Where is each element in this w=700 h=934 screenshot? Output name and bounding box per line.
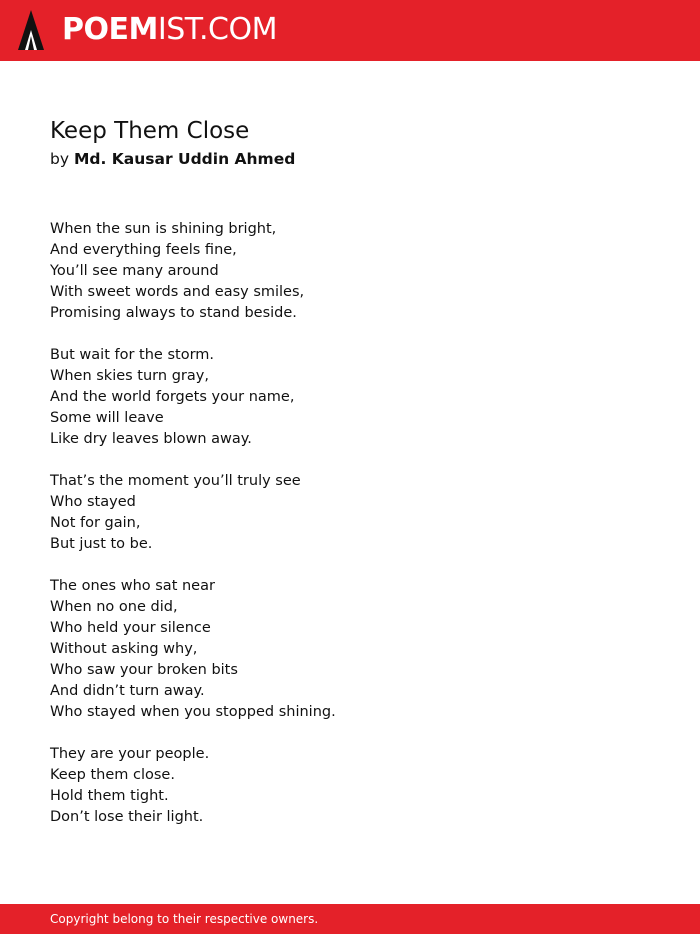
poem-line: Who stayed	[50, 494, 136, 510]
poem-line: That’s the moment you’ll truly see	[50, 473, 301, 489]
byline-prefix: by	[50, 150, 70, 168]
poem-line: Don’t lose their light.	[50, 809, 204, 825]
poem-line: Who stayed when you stopped shining.	[50, 704, 336, 720]
poem-line: Not for gain,	[50, 515, 141, 531]
site-logo-link[interactable]	[62, 12, 277, 48]
poem-byline	[50, 148, 295, 170]
poem-line: And the world forgets your name,	[50, 389, 295, 405]
poem-title: Keep Them Close	[50, 118, 250, 144]
poem-stanza	[50, 345, 336, 450]
poem-line: And everything feels fine,	[50, 242, 237, 258]
logo-bold-text: POEM	[62, 12, 158, 47]
poem-line: They are your people.	[50, 746, 210, 762]
site-header	[0, 0, 700, 61]
poem-line: And didn’t turn away.	[50, 683, 205, 699]
poem-stanza	[50, 219, 336, 324]
poem-line: You’ll see many around	[50, 263, 219, 279]
poem-author: Md. Kausar Uddin Ahmed	[73, 150, 296, 168]
copyright-notice: Copyright belong to their respective owners.	[50, 912, 319, 926]
poem-line: Without asking why,	[50, 641, 198, 657]
poem-line: Some will leave	[50, 410, 164, 426]
pencil-icon	[17, 10, 45, 52]
poem-line: Promising always to stand beside.	[50, 305, 297, 321]
site-footer	[0, 904, 700, 934]
poem-line: When skies turn gray,	[50, 368, 209, 384]
poem-line: Like dry leaves blown away.	[50, 431, 252, 447]
poem-line: But wait for the storm.	[50, 347, 215, 363]
poem-line: When the sun is shining bright,	[50, 221, 277, 237]
poem-line: The ones who sat near	[50, 578, 215, 594]
poem-line: Hold them tight.	[50, 788, 169, 804]
poem-line: Who held your silence	[50, 620, 211, 636]
poem-stanza	[50, 744, 336, 828]
poem-line: With sweet words and easy smiles,	[50, 284, 305, 300]
poem-line: Keep them close.	[50, 767, 175, 783]
poem-stanza	[50, 471, 336, 555]
poem-line: Who saw your broken bits	[50, 662, 238, 678]
logo-light-text: IST.COM	[157, 12, 277, 47]
poem-stanza	[50, 576, 336, 723]
poem-line: When no one did,	[50, 599, 178, 615]
poem-body	[50, 219, 336, 849]
poem-line: But just to be.	[50, 536, 153, 552]
